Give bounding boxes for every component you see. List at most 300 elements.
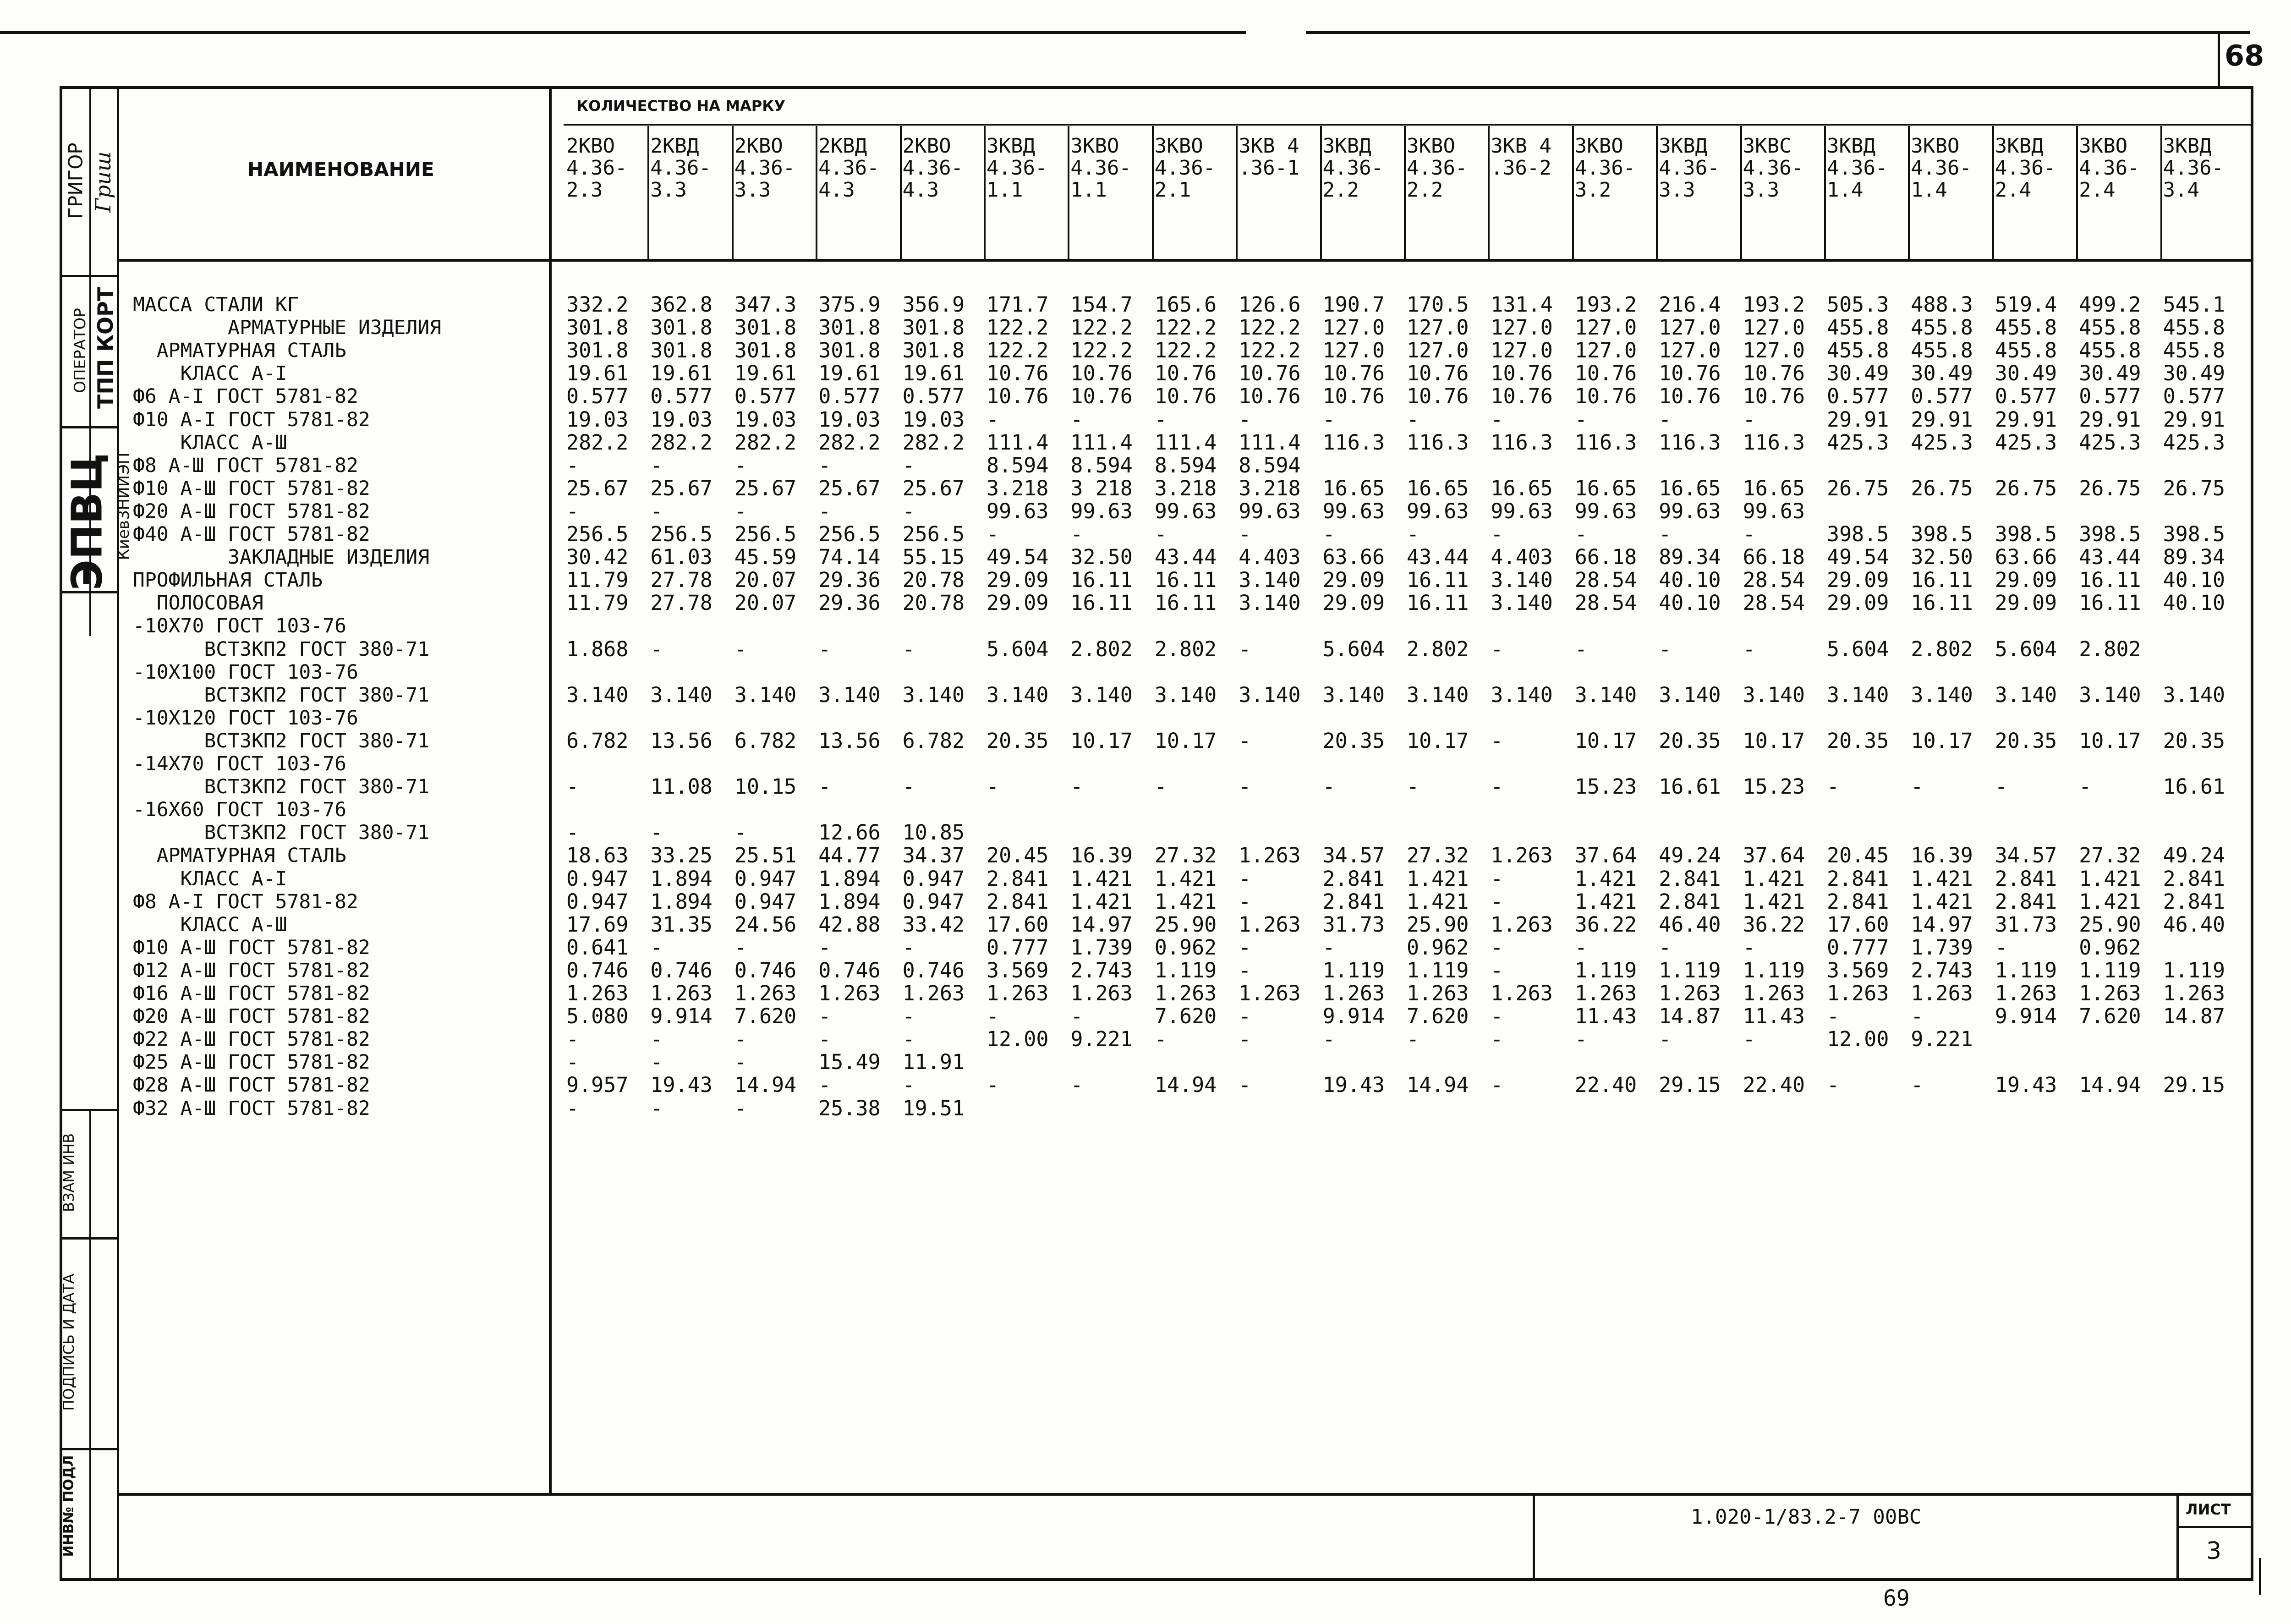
table-cell: - <box>650 499 663 523</box>
table-cell: 8.594 <box>987 453 1049 477</box>
table-cell: 29.09 <box>1827 568 1889 593</box>
table-cell: 3.140 <box>566 682 629 707</box>
table-cell: 1.421 <box>1574 866 1637 891</box>
table-row <box>0 982 2245 1005</box>
table-cell: - <box>1239 407 1251 432</box>
stamp-strip-mid2 <box>89 1109 91 1581</box>
table-cell: 455.8 <box>2079 338 2141 363</box>
table-cell: 28.54 <box>1574 568 1637 593</box>
table-cell: 14.94 <box>1154 1073 1217 1097</box>
table-cell: 1.421 <box>1911 866 1973 891</box>
table-cell: 20.07 <box>734 568 797 593</box>
table-cell: 25.67 <box>566 476 629 500</box>
page-number-box-left <box>2218 32 2220 87</box>
table-cell: - <box>1491 958 1503 982</box>
table-cell: 0.962 <box>1154 935 1217 960</box>
table-cell: 4.403 <box>1491 545 1553 570</box>
table-cell: 3 218 <box>1070 476 1133 500</box>
table-cell: - <box>1239 866 1251 891</box>
footer-right-tick <box>2259 1558 2261 1595</box>
table-cell: 8.594 <box>1070 453 1133 477</box>
table-cell: 127.0 <box>1407 315 1469 340</box>
table-cell: 425.3 <box>1995 430 2057 455</box>
table-cell: 1.421 <box>1911 889 1973 914</box>
table-cell: 40.10 <box>2163 591 2225 615</box>
table-cell: - <box>650 1027 663 1052</box>
table-cell: 10.76 <box>1154 384 1217 409</box>
table-cell: 3.140 <box>2163 682 2225 707</box>
table-cell: 10.76 <box>1239 384 1301 409</box>
table-cell: - <box>1491 1073 1503 1097</box>
table-cell: 154.7 <box>1070 292 1133 317</box>
table-row <box>0 614 2245 637</box>
table-cell: 6.782 <box>902 728 965 753</box>
table-cell: 36.22 <box>1574 912 1637 937</box>
table-cell: 301.8 <box>902 338 965 363</box>
table-cell: 5.080 <box>566 1004 629 1029</box>
table-cell: 1.119 <box>2163 958 2225 982</box>
table-cell: 3.140 <box>1239 591 1301 615</box>
column-separator <box>1068 126 1069 261</box>
table-cell: 10.17 <box>1743 728 1805 753</box>
column-header: 3КВО 4.36- 2.2 <box>1407 134 1468 202</box>
table-cell: 25.67 <box>650 476 713 500</box>
table-cell: - <box>566 820 579 845</box>
table-cell: 29.09 <box>987 568 1049 593</box>
table-row <box>0 867 2245 890</box>
titleblock-sheet-sep <box>2176 1526 2253 1528</box>
table-cell: 29.91 <box>1995 407 2057 432</box>
table-cell: 356.9 <box>902 292 965 317</box>
table-cell: 1.263 <box>1743 981 1805 1005</box>
table-cell: 3.140 <box>650 682 713 707</box>
table-cell: - <box>1239 958 1251 982</box>
table-cell: 347.3 <box>734 292 797 317</box>
table-cell: 99.63 <box>1659 499 1721 523</box>
table-cell: 19.03 <box>818 407 881 432</box>
table-cell: 1.263 <box>650 981 713 1005</box>
table-cell: 12.00 <box>987 1027 1049 1052</box>
table-cell: 3.140 <box>1154 682 1217 707</box>
table-cell: - <box>1743 522 1755 546</box>
table-cell: - <box>1995 774 2007 799</box>
table-cell: 171.7 <box>987 292 1049 317</box>
table-cell: 27.78 <box>650 568 713 593</box>
table-row <box>0 523 2245 546</box>
table-cell: 0.641 <box>566 935 629 960</box>
table-cell: 7.620 <box>2079 1004 2141 1029</box>
table-cell: - <box>1239 774 1251 799</box>
row-name: Ф22 А-Ш ГОСТ 5781-82 <box>133 1028 370 1051</box>
table-cell: 17.60 <box>1827 912 1889 937</box>
table-cell: - <box>987 522 999 546</box>
table-cell: 14.97 <box>1070 912 1133 937</box>
table-cell: - <box>1491 522 1503 546</box>
table-cell: 29.09 <box>1827 591 1889 615</box>
table-cell: 1.894 <box>818 866 881 891</box>
table-cell: 20.35 <box>1827 728 1889 753</box>
table-cell: 3.140 <box>2079 682 2141 707</box>
table-cell: - <box>1574 407 1587 432</box>
table-cell: 99.63 <box>987 499 1049 523</box>
table-cell: 1.421 <box>1070 866 1133 891</box>
table-cell: 13.56 <box>818 728 881 753</box>
row-name: Ф10 А-Ш ГОСТ 5781-82 <box>133 477 370 500</box>
table-cell: 16.61 <box>1659 774 1721 799</box>
table-cell: - <box>1154 1027 1167 1052</box>
table-cell: 29.15 <box>2163 1073 2225 1097</box>
stamp-vzam: ВЗАМ ИНВ <box>60 1133 77 1213</box>
table-cell: 2.841 <box>987 889 1049 914</box>
table-cell: 10.17 <box>1070 728 1133 753</box>
table-cell: - <box>1743 407 1755 432</box>
column-separator <box>2076 126 2078 261</box>
table-cell: 7.620 <box>1407 1004 1469 1029</box>
table-cell: 26.75 <box>2079 476 2141 500</box>
table-cell: 1.894 <box>650 889 713 914</box>
table-row <box>0 316 2245 339</box>
row-name: Ф25 А-Ш ГОСТ 5781-82 <box>133 1051 370 1074</box>
table-cell: 519.4 <box>1995 292 2057 317</box>
table-cell: - <box>1070 407 1083 432</box>
table-cell: 455.8 <box>1827 315 1889 340</box>
table-cell: 0.962 <box>1407 935 1469 960</box>
table-row <box>0 385 2245 408</box>
table-row <box>0 408 2245 431</box>
table-cell: 6.782 <box>566 728 629 753</box>
column-header: 3КВД 4.36- 2.2 <box>1322 134 1384 202</box>
table-cell: 1.263 <box>1827 981 1889 1005</box>
table-cell: 2.841 <box>1827 866 1889 891</box>
row-name: АРМАТУРНАЯ СТАЛЬ <box>133 844 346 867</box>
table-cell: 99.63 <box>1574 499 1637 523</box>
table-cell: 116.3 <box>1574 430 1637 455</box>
table-cell: 19.61 <box>566 361 629 386</box>
table-cell: 301.8 <box>650 315 713 340</box>
table-cell: - <box>902 1027 915 1052</box>
table-cell: 1.119 <box>2079 958 2141 982</box>
table-cell: 16.65 <box>1322 476 1385 500</box>
table-cell: 332.2 <box>566 292 629 317</box>
table-cell: 301.8 <box>650 338 713 363</box>
table-cell: 0.577 <box>2163 384 2225 409</box>
table-cell: 301.8 <box>734 338 797 363</box>
table-cell: 26.75 <box>1827 476 1889 500</box>
table-row <box>0 477 2245 500</box>
table-cell: - <box>1491 1027 1503 1052</box>
table-cell: 2.841 <box>1995 889 2057 914</box>
table-row <box>0 1051 2245 1074</box>
table-cell: 40.10 <box>1659 568 1721 593</box>
column-header: 2КВД 4.36- 4.3 <box>818 134 879 202</box>
table-cell: 18.63 <box>566 843 629 868</box>
table-cell: 9.914 <box>1322 1004 1385 1029</box>
table-cell: 34.57 <box>1322 843 1385 868</box>
table-cell: - <box>2079 774 2092 799</box>
table-cell: 31.35 <box>650 912 713 937</box>
table-cell: 0.947 <box>566 889 629 914</box>
table-cell: 11.43 <box>1743 1004 1805 1029</box>
table-cell: 122.2 <box>1070 338 1133 363</box>
stamp-grigor: ГРИГОР <box>64 143 87 219</box>
table-cell: 122.2 <box>1239 338 1301 363</box>
row-name: Ф10 А-Ш ГОСТ 5781-82 <box>133 936 370 959</box>
table-cell: 2.841 <box>1827 889 1889 914</box>
table-cell: 111.4 <box>987 430 1049 455</box>
table-cell: 398.5 <box>2163 522 2225 546</box>
table-cell: 127.0 <box>1491 338 1553 363</box>
row-name: Ф6 А-I ГОСТ 5781-82 <box>133 385 358 408</box>
table-cell: 3.218 <box>1154 476 1217 500</box>
table-cell: 3.218 <box>1239 476 1301 500</box>
table-cell: 127.0 <box>1659 315 1721 340</box>
table-cell: 10.76 <box>1574 361 1637 386</box>
table-cell: 3.140 <box>1491 568 1553 593</box>
table-cell: 0.947 <box>734 866 797 891</box>
top-rule <box>0 31 1246 34</box>
table-cell: 14.87 <box>1659 1004 1721 1029</box>
table-cell: 2.841 <box>2163 889 2225 914</box>
column-separator <box>1320 126 1322 261</box>
table-cell: 5.604 <box>987 636 1049 661</box>
table-cell: - <box>818 935 831 960</box>
table-row <box>0 730 2245 752</box>
table-cell: - <box>1659 636 1672 661</box>
table-cell: 16.11 <box>1407 568 1469 593</box>
table-cell: - <box>650 453 663 477</box>
table-cell: 1.263 <box>902 981 965 1005</box>
table-cell: 398.5 <box>2079 522 2141 546</box>
table-cell: 0.746 <box>818 958 881 982</box>
row-name: -10Х100 ГОСТ 103-76 <box>133 660 358 684</box>
row-name: Ф12 А-Ш ГОСТ 5781-82 <box>133 959 370 982</box>
row-name: ПРОФИЛЬНАЯ СТАЛЬ <box>133 569 323 592</box>
table-cell: 2.841 <box>1659 889 1721 914</box>
table-cell: 1.894 <box>818 889 881 914</box>
table-cell: 10.85 <box>902 820 965 845</box>
table-cell: - <box>1070 522 1083 546</box>
table-cell: 0.577 <box>650 384 713 409</box>
table-cell: 19.03 <box>566 407 629 432</box>
table-row <box>0 775 2245 798</box>
table-cell: 3.140 <box>1911 682 1973 707</box>
table-cell: 14.94 <box>2079 1073 2141 1097</box>
table-cell: 0.577 <box>2079 384 2141 409</box>
table-cell: 0.947 <box>734 889 797 914</box>
table-cell: 29.36 <box>818 591 881 615</box>
table-cell: 10.76 <box>1574 384 1637 409</box>
table-cell: 301.8 <box>818 315 881 340</box>
table-cell: 16.65 <box>1659 476 1721 500</box>
table-cell: 15.23 <box>1743 774 1805 799</box>
table-cell: 30.49 <box>1911 361 1973 386</box>
table-cell: 455.8 <box>2079 315 2141 340</box>
table-cell: - <box>1070 1073 1083 1097</box>
table-cell: 55.15 <box>902 545 965 570</box>
table-cell: 29.09 <box>1322 591 1385 615</box>
table-cell: 32.50 <box>1070 545 1133 570</box>
header-qty-label: КОЛИЧЕСТВО НА МАРКУ <box>576 97 786 115</box>
table-cell: 1.263 <box>1911 981 1973 1005</box>
table-cell: 25.67 <box>734 476 797 500</box>
table-cell: 0.947 <box>566 866 629 891</box>
table-cell: 10.17 <box>1407 728 1469 753</box>
table-cell: 0.962 <box>2079 935 2141 960</box>
table-cell: 116.3 <box>1659 430 1721 455</box>
table-cell: 89.34 <box>1659 545 1721 570</box>
table-cell: 30.49 <box>2163 361 2225 386</box>
column-separator <box>984 126 986 261</box>
table-row <box>0 500 2245 523</box>
row-name: ЗАКЛАДНЫЕ ИЗДЕЛИЯ <box>133 546 430 569</box>
table-cell: 122.2 <box>987 338 1049 363</box>
table-cell: 3.569 <box>987 958 1049 982</box>
table-cell: 425.3 <box>1911 430 1973 455</box>
column-header: 3КВД 4.36- 1.1 <box>987 134 1047 202</box>
table-cell: 20.35 <box>1322 728 1385 753</box>
table-cell: 3.140 <box>987 682 1049 707</box>
table-cell: 122.2 <box>1070 315 1133 340</box>
table-cell: 126.6 <box>1239 292 1301 317</box>
table-cell: 20.78 <box>902 591 965 615</box>
table-cell: - <box>1827 1004 1840 1029</box>
row-name: -14Х70 ГОСТ 103-76 <box>133 752 346 775</box>
table-cell: - <box>1574 636 1587 661</box>
table-cell: 1.421 <box>1743 866 1805 891</box>
table-cell: - <box>987 774 999 799</box>
table-cell: - <box>1911 1073 1924 1097</box>
table-cell: - <box>1239 522 1251 546</box>
table-cell: - <box>1407 1027 1420 1052</box>
table-cell: 19.61 <box>818 361 881 386</box>
column-separator <box>1236 126 1238 261</box>
table-cell: 455.8 <box>1995 315 2057 340</box>
table-cell: 30.49 <box>1827 361 1889 386</box>
column-header: 3КВО 4.36- 3.2 <box>1574 134 1636 202</box>
table-cell: 282.2 <box>734 430 797 455</box>
table-cell: 20.35 <box>1995 728 2057 753</box>
table-cell: - <box>902 935 915 960</box>
table-cell: 111.4 <box>1070 430 1133 455</box>
table-cell: 398.5 <box>1995 522 2057 546</box>
table-cell: - <box>1491 728 1503 753</box>
table-cell: 1.263 <box>1322 981 1385 1005</box>
table-cell: 3.140 <box>1407 682 1469 707</box>
table-cell: 1.739 <box>1070 935 1133 960</box>
table-row <box>0 844 2245 867</box>
table-row <box>0 1074 2245 1097</box>
table-cell: 0.746 <box>734 958 797 982</box>
table-cell: 14.87 <box>2163 1004 2225 1029</box>
table-cell: 301.8 <box>902 315 965 340</box>
sheet-number: 3 <box>2206 1537 2222 1565</box>
table-row <box>0 752 2245 775</box>
table-cell: 455.8 <box>1911 338 1973 363</box>
table-cell: 3.140 <box>1239 568 1301 593</box>
table-cell: 2.841 <box>1659 866 1721 891</box>
table-cell: 36.22 <box>1743 912 1805 937</box>
table-cell: 2.743 <box>1070 958 1133 982</box>
table-cell: - <box>1322 774 1335 799</box>
table-cell: 256.5 <box>902 522 965 546</box>
table-cell: 20.45 <box>1827 843 1889 868</box>
qty-label-rule <box>564 124 2253 126</box>
table-cell: 1.421 <box>2079 866 2141 891</box>
table-cell: - <box>1322 522 1335 546</box>
column-header: 3КВО 4.36- 1.1 <box>1070 134 1131 202</box>
table-row <box>0 1005 2245 1028</box>
table-cell: - <box>1491 889 1503 914</box>
table-cell: 14.97 <box>1911 912 1973 937</box>
row-name: КЛАСС А-I <box>133 362 287 385</box>
table-cell: 127.0 <box>1743 315 1805 340</box>
table-cell: - <box>818 453 831 477</box>
table-cell: 425.3 <box>1827 430 1889 455</box>
table-cell: 22.40 <box>1574 1073 1637 1097</box>
column-separator <box>732 126 734 261</box>
table-row <box>0 339 2245 362</box>
table-cell: 27.32 <box>1154 843 1217 868</box>
table-cell: 9.914 <box>1995 1004 2057 1029</box>
table-cell: 425.3 <box>2079 430 2141 455</box>
table-cell: 43.44 <box>1407 545 1469 570</box>
column-header: 2КВД 4.36- 3.3 <box>650 134 711 202</box>
table-cell: - <box>734 1096 747 1120</box>
table-cell: 19.51 <box>902 1096 965 1120</box>
table-cell: - <box>902 774 915 799</box>
table-cell: 20.78 <box>902 568 965 593</box>
table-cell: 398.5 <box>1827 522 1889 546</box>
table-cell: - <box>1827 774 1840 799</box>
table-cell: - <box>1239 1004 1251 1029</box>
table-cell: - <box>1743 636 1755 661</box>
column-header: 3КВД 4.36- 3.4 <box>2163 134 2224 202</box>
stamp-podpis: ПОДПИСЬ И ДАТА <box>60 1273 77 1411</box>
table-cell: 25.67 <box>902 476 965 500</box>
table-row <box>0 684 2245 707</box>
table-cell: 19.43 <box>1995 1073 2057 1097</box>
table-cell: 282.2 <box>650 430 713 455</box>
column-separator <box>647 126 649 261</box>
table-cell: 1.119 <box>1574 958 1637 982</box>
titleblock-left-rule <box>1533 1493 1535 1581</box>
bottom-note: 69 <box>1883 1586 1910 1611</box>
table-cell: 455.8 <box>1827 338 1889 363</box>
table-cell: 5.604 <box>1322 636 1385 661</box>
table-cell: 2.802 <box>1911 636 1973 661</box>
table-cell: 63.66 <box>1995 545 2057 570</box>
table-cell: 3.140 <box>1574 682 1637 707</box>
table-cell: - <box>1911 774 1924 799</box>
table-cell: - <box>650 935 663 960</box>
column-header: 2КВО 4.36- 3.3 <box>734 134 795 202</box>
table-cell: 16.11 <box>1070 568 1133 593</box>
table-cell: 16.39 <box>1070 843 1133 868</box>
table-cell: - <box>566 453 579 477</box>
table-cell: 10.17 <box>2079 728 2141 753</box>
table-cell: 505.3 <box>1827 292 1889 317</box>
table-cell: 0.746 <box>566 958 629 982</box>
titleblock-sheet-rule <box>2176 1493 2179 1581</box>
table-cell: 2.841 <box>1322 866 1385 891</box>
table-cell: 16.11 <box>1070 591 1133 615</box>
table-cell: 165.6 <box>1154 292 1217 317</box>
table-cell: 1.119 <box>1743 958 1805 982</box>
table-cell: - <box>818 1073 831 1097</box>
table-cell: 16.65 <box>1491 476 1553 500</box>
table-cell: 16.65 <box>1743 476 1805 500</box>
table-cell: 2.802 <box>1070 636 1133 661</box>
